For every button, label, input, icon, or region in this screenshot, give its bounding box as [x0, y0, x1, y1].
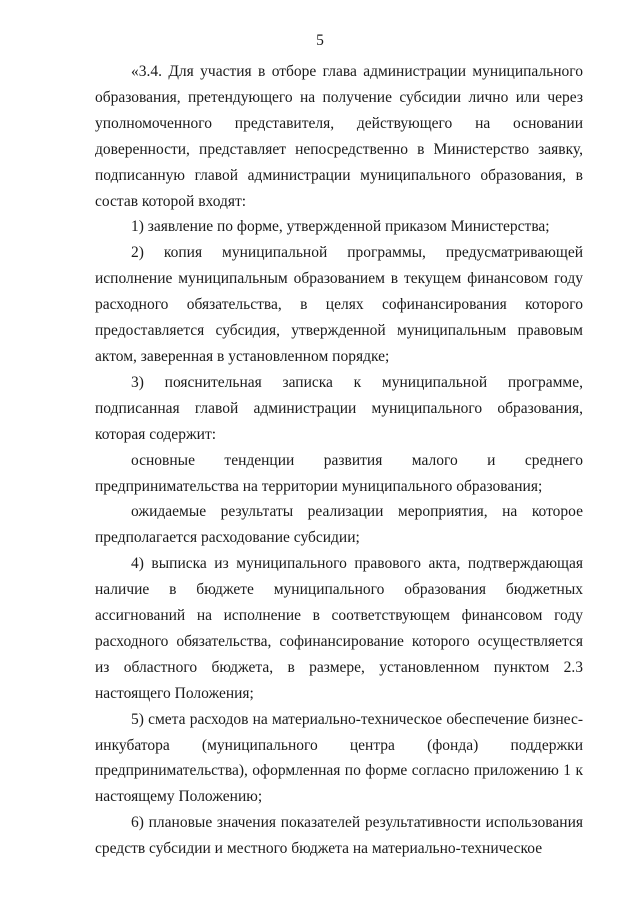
list-item-5-cost-estimate: 5) смета расходов на материально-техническое обеспечение бизнес-инкубатора (муниципального центра (фонда) поддержки предпринимательства), оформленная по форме согласно приложению 1 к настоящему Положению;: [95, 710, 583, 806]
list-item-6-target-indicators: 6) плановые значения показателей результативности использования средств субсидии и местного бюджета на материально-техническое: [95, 814, 583, 858]
list-item-1-application: 1) заявление по форме, утвержденной приказом Министерства;: [131, 218, 550, 236]
document-body: [95, 59, 583, 862]
list-item-2-program-copy: 2) копия муниципальной программы, предусматривающей исполнение муниципальным образованием в текущем финансовом году расходного обязательства, в целях софинансирования которого предоставляется субсидия, утвержденной муниципальным правовым актом, заверенная в установленном порядке;: [95, 244, 583, 365]
paragraph-3-4-intro: «3.4. Для участия в отборе глава администрации муниципального образования, претендующего на получение субсидии лично или через уполномоченного представителя, действующего на основании доверенности, представляет непосредственно в Министерство заявку, подписанную главой администрации муниципального образования, в состав которой входят:: [95, 63, 583, 210]
page-number: 5: [316, 32, 324, 49]
explanatory-note-results: ожидаемые результаты реализации мероприятия, на которое предполагается расходование субсидии;: [95, 503, 583, 547]
explanatory-note-trends: основные тенденции развития малого и среднего предпринимательства на территории муниципального образования;: [95, 451, 583, 495]
list-item-4-legal-act-extract: 4) выписка из муниципального правового акта, подтверждающая наличие в бюджете муниципального образования бюджетных ассигнований на исполнение в соответствующем финансовом году расходного обязательства, софинансирование которого осуществляется из областного бюджета, в размере, установленном пунктом 2.3 настоящего Положения;: [95, 555, 583, 702]
list-item-3-explanatory-note: 3) пояснительная записка к муниципальной программе, подписанная главой администрации муниципального образования, которая содержит:: [95, 373, 583, 443]
